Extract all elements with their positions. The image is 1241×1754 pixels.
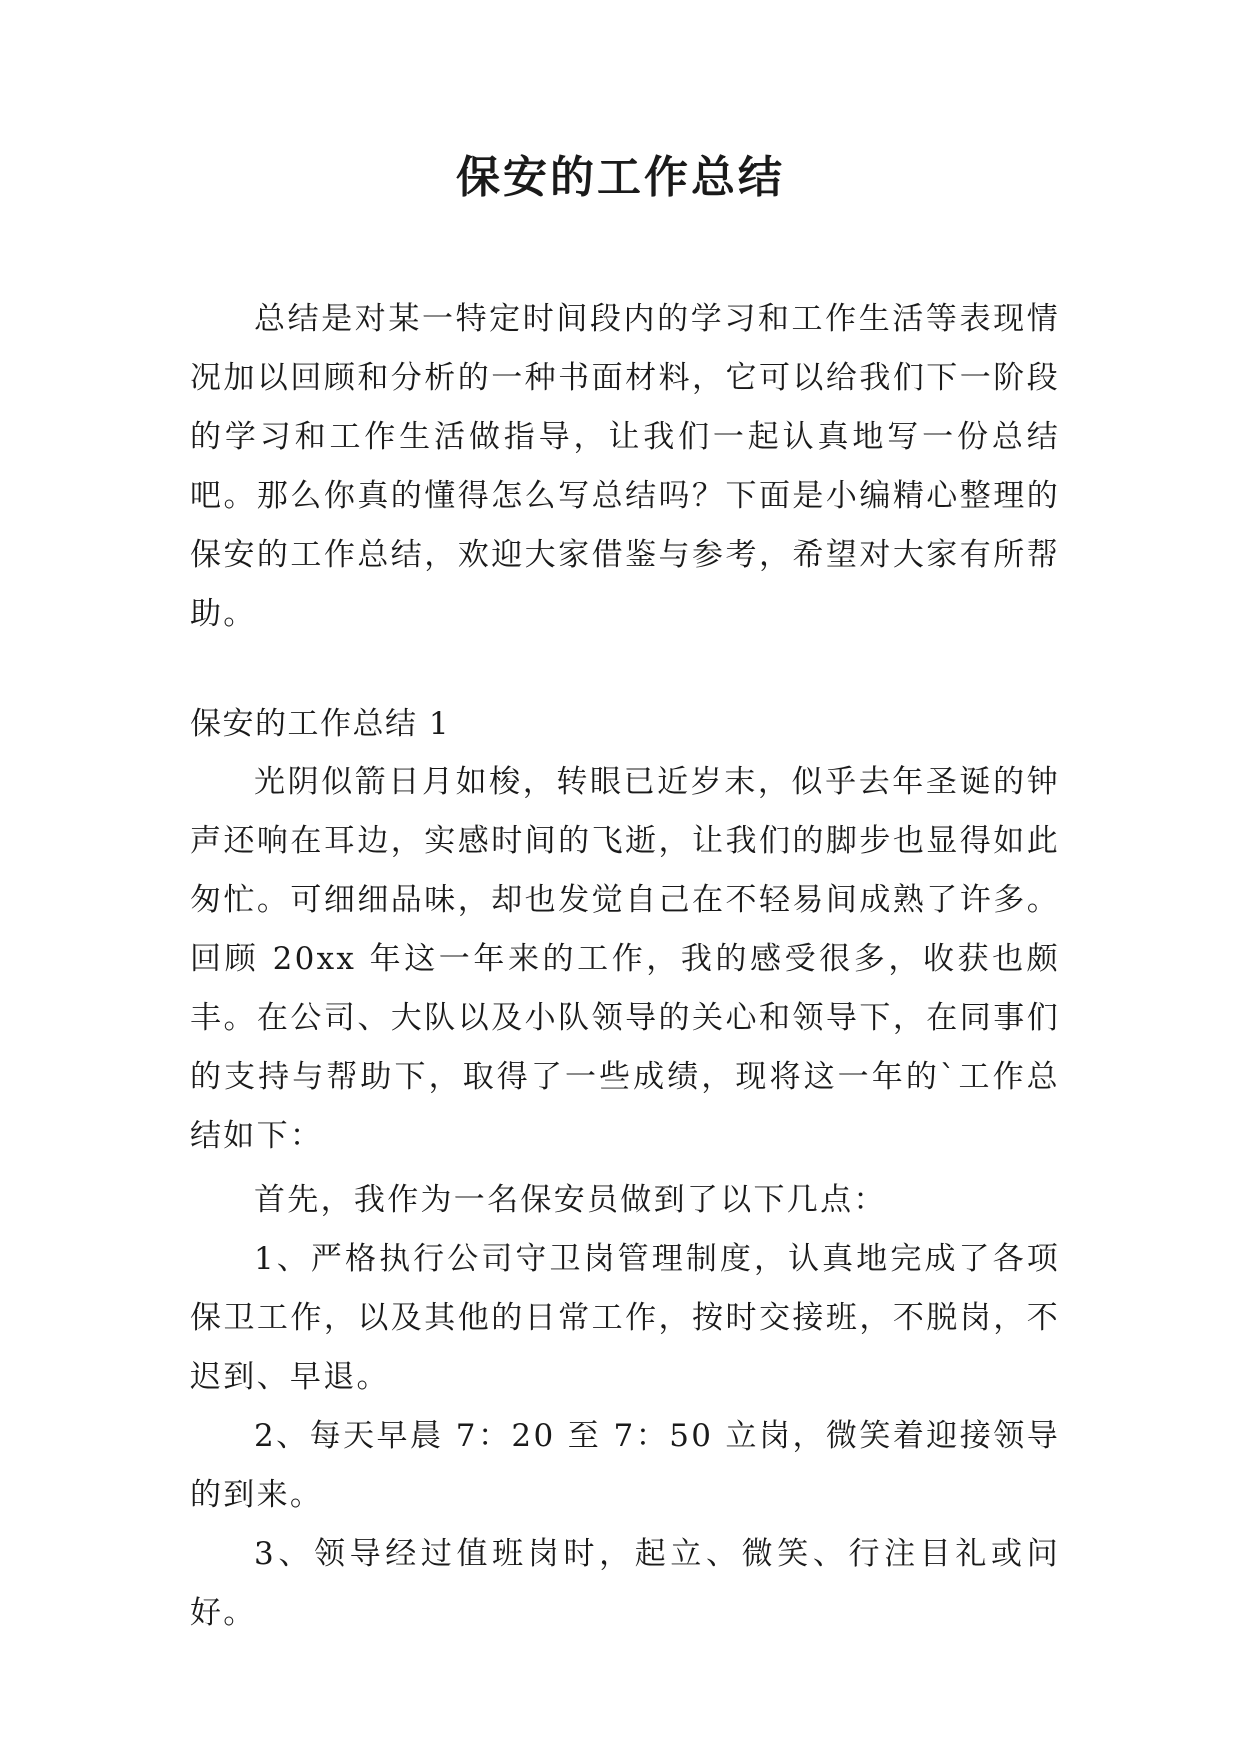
section-heading: 保安的工作总结 1: [190, 706, 451, 742]
intro-paragraph: 总结是对某一特定时间段内的学习和工作生活等表现情况加以回顾和分析的一种书面材料，它可以给我们下一阶段的学习和工作生活做指导，让我们一起认真地写一份总结吧。那么你真的懂得怎么写总结吗？下面是小编精心整理的保安的工作总结，欢迎大家借鉴与参考，希望对大家有所帮助。: [190, 301, 1060, 632]
body-paragraph: 首先，我作为一名保安员做到了以下几点：: [254, 1182, 887, 1218]
list-item-paragraph: 1、严格执行公司守卫岗管理制度，认真地完成了各项保卫工作，以及其他的日常工作，按时交接班，不脱岗，不迟到、早退。: [190, 1241, 1060, 1395]
list-item-paragraph: 3、领导经过值班岗时，起立、微笑、行注目礼或问好。: [190, 1536, 1060, 1631]
list-item-paragraph: 2、每天早晨 7：20 至 7：50 立岗，微笑着迎接领导的到来。: [190, 1418, 1060, 1513]
document-title: 保安的工作总结: [456, 152, 785, 203]
body-paragraph: 光阴似箭日月如梭，转眼已近岁末，似乎去年圣诞的钟声还响在耳边，实感时间的飞逝，让我们的脚步也显得如此匆忙。可细细品味，却也发觉自己在不轻易间成熟了许多。回顾 20xx 年这一年来的工作，我的感受很多，收获也颇丰。在公司、大队以及小队领导的关心和领导下，在同事们的支持与帮助下，取得了一些成绩，现将这一年的`工作总结如下：: [190, 764, 1060, 1154]
